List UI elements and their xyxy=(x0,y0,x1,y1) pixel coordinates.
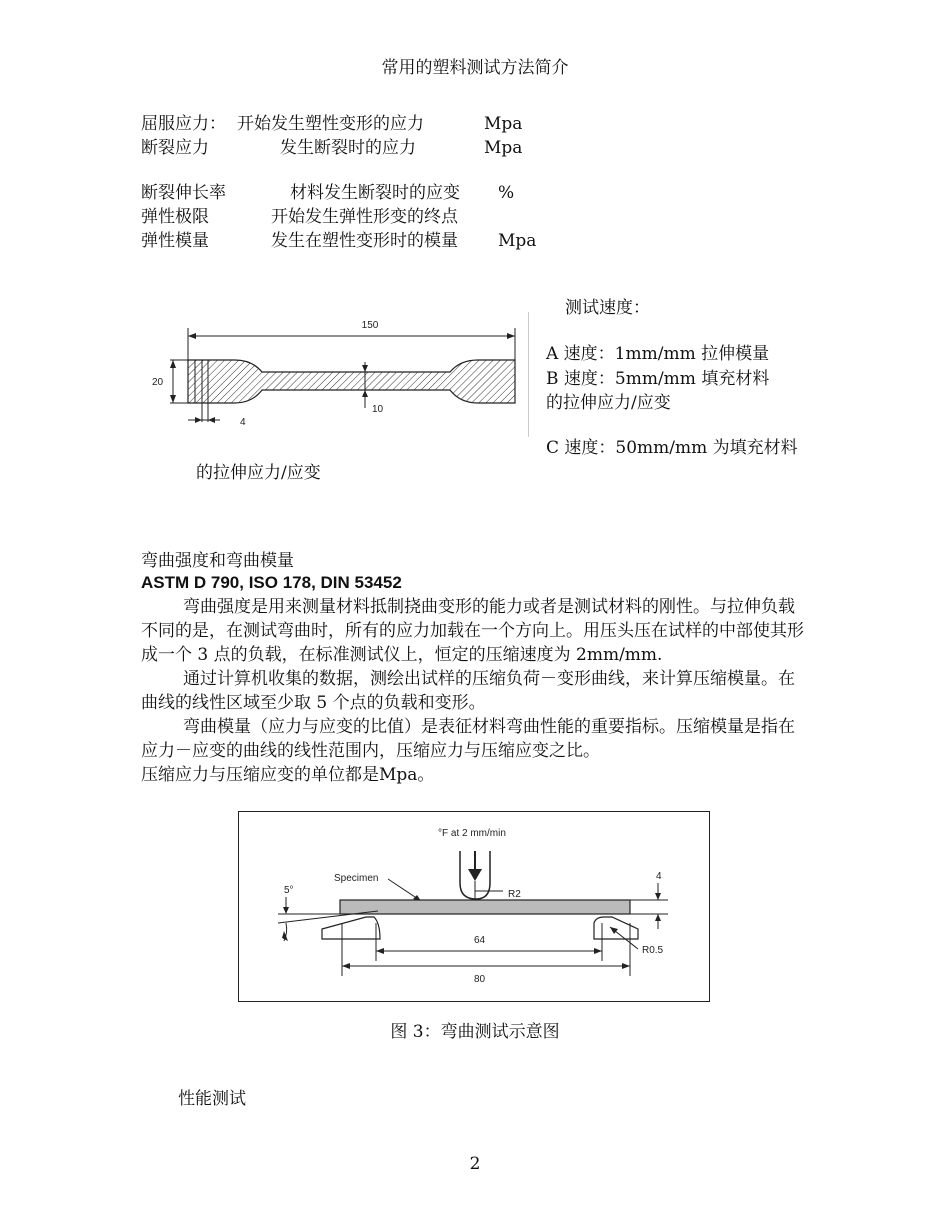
property-term: 断裂应力 xyxy=(141,138,209,158)
r05-label: R0.5 xyxy=(642,945,664,956)
next-section-heading: 性能测试 xyxy=(178,1089,246,1109)
figure-caption: 图 3：弯曲测试示意图 xyxy=(390,1022,560,1042)
length-label: 150 xyxy=(361,320,379,331)
specimen-outline xyxy=(188,360,515,403)
flexural-test-diagram xyxy=(238,811,710,1002)
section-heading: 弯曲强度和弯曲模量 xyxy=(141,551,294,571)
page-header-title: 常用的塑料测试方法简介 xyxy=(381,58,569,78)
property-desc: 材料发生断裂时的应变 xyxy=(290,183,460,203)
property-desc: 发生在塑性变形时的模量 xyxy=(271,231,458,251)
speed-a: A 速度：1mm/mm 拉伸模量 xyxy=(546,344,770,364)
length-dim-label: 80 xyxy=(474,974,486,985)
tensile-specimen-diagram xyxy=(140,310,530,440)
page-number: 2 xyxy=(469,1154,481,1174)
property-unit: Mpa xyxy=(484,138,523,158)
tab-label: 4 xyxy=(240,417,246,428)
property-term: 断裂伸长率 xyxy=(141,183,226,203)
angle-label: 5° xyxy=(284,885,294,896)
load-label: °F at 2 mm/min xyxy=(438,828,506,839)
paragraph: 压缩应力与压缩应变的单位都是Mpa。 xyxy=(141,765,435,785)
standards-line: ASTM D 790, ISO 178, DIN 53452 xyxy=(141,573,402,592)
paragraph: 弯曲模量（应力与应变的比值）是表征材料弯曲性能的重要指标。压缩模量是指在应力－应变的曲线的线性范围内，压缩应力与压缩应变之比。 xyxy=(141,717,795,761)
property-term: 弹性极限 xyxy=(141,207,209,227)
speed-c: C 速度：50mm/mm 为填充材料 xyxy=(546,438,798,458)
property-term: 弹性模量 xyxy=(141,231,209,251)
specimen-label: Specimen xyxy=(334,873,379,884)
width-label: 20 xyxy=(152,377,164,388)
paragraph: 弯曲强度是用来测量材料抵制挠曲变形的能力或者是测试材料的刚性。与拉伸负载不同的是，在测试弯曲时，所有的应力加载在一个方向上。用压头压在试样的中部使其形成一个 3 点的负载，在标准测试仪上，恒定的压缩速度为 2mm/mm. xyxy=(141,597,804,665)
speed-c-cont: 的拉伸应力/应变 xyxy=(196,463,321,483)
property-unit: Mpa xyxy=(498,231,537,251)
neck-label: 10 xyxy=(372,404,384,415)
property-desc: 开始发生弹性形变的终点 xyxy=(271,207,458,227)
speed-heading: 测试速度： xyxy=(565,298,650,318)
property-term: 屈服应力： xyxy=(141,114,226,134)
column-divider xyxy=(528,312,529,437)
speed-b-cont: 的拉伸应力/应变 xyxy=(546,393,671,413)
r2-label: R2 xyxy=(508,889,521,900)
span-label: 64 xyxy=(474,935,486,946)
property-desc: 开始发生塑性变形的应力 xyxy=(237,114,424,134)
specimen-bar xyxy=(340,900,630,914)
property-unit: % xyxy=(498,183,515,203)
property-desc: 发生断裂时的应力 xyxy=(280,138,416,158)
paragraph: 通过计算机收集的数据，测绘出试样的压缩负荷－变形曲线，来计算压缩模量。在曲线的线性区域至少取 5 个点的负载和变形。 xyxy=(141,669,795,713)
speed-b: B 速度：5mm/mm 填充材料 xyxy=(546,369,770,389)
thickness-label: 4 xyxy=(656,871,662,882)
property-unit: Mpa xyxy=(484,114,523,134)
